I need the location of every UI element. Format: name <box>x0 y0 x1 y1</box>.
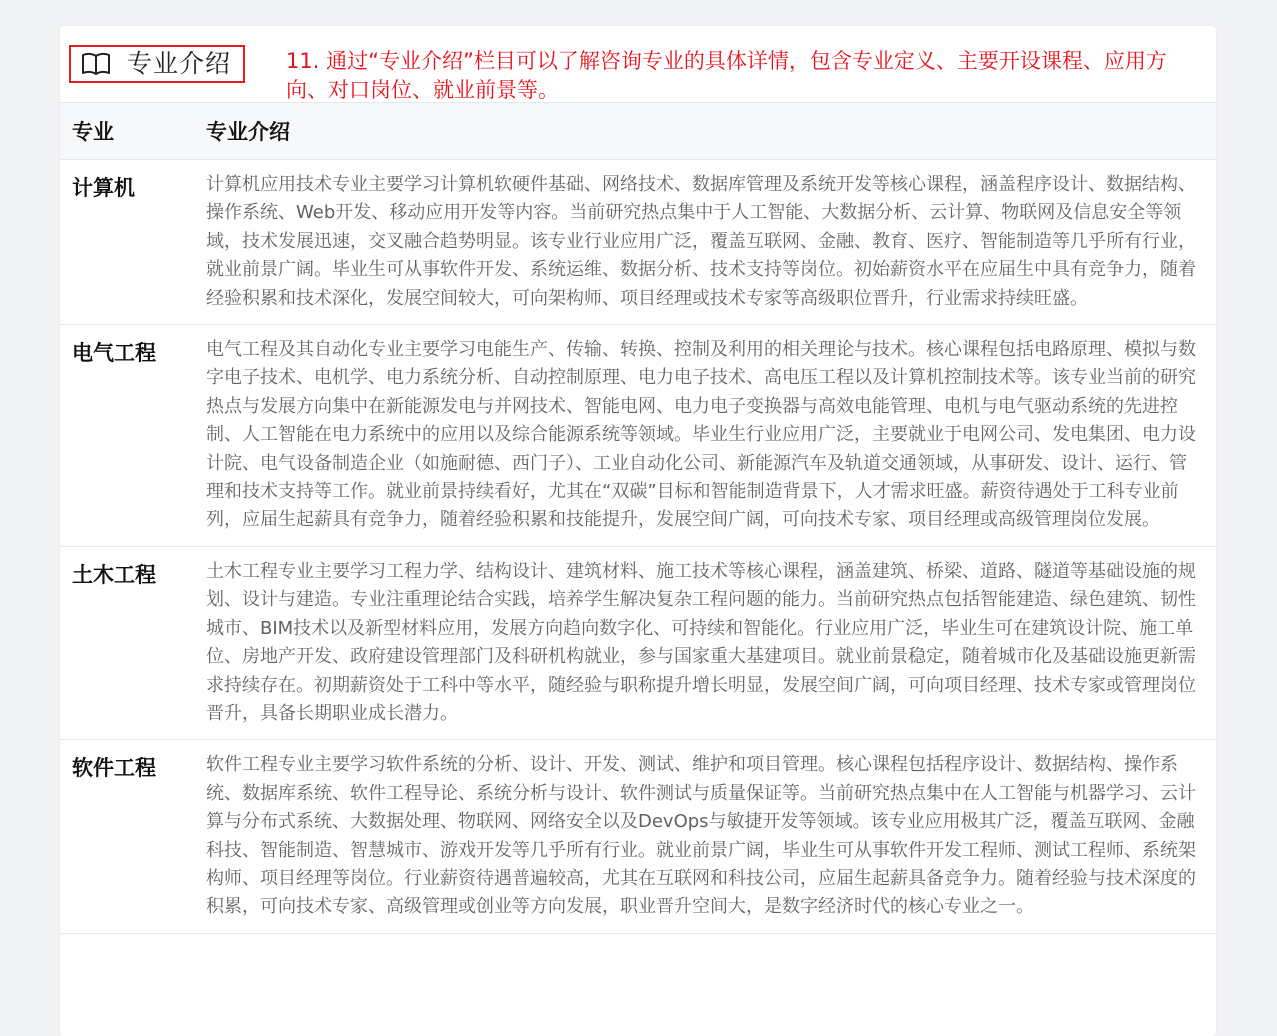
section-title: 专业介绍 <box>127 49 232 78</box>
tutorial-annotation: 11. 通过“专业介绍”栏目可以了解咨询专业的具体详情，包含专业定义、主要开设课程、应用方向、对口岗位、就业前景等。 <box>286 49 1167 102</box>
column-header-major: 专业 <box>60 103 194 160</box>
major-name: 计算机 <box>60 160 194 325</box>
major-intro-card <box>60 26 1216 1036</box>
table-row <box>60 740 1216 933</box>
major-description: 软件工程专业主要学习软件系统的分析、设计、开发、测试、维护和项目管理。核心课程包括程序设计、数据结构、操作系统、数据库系统、软件工程导论、系统分析与设计、软件测试与质量保证等。当前研究热点集中在人工智能与机器学习、云计算与分布式系统、大数据处理、物联网、网络安全以及DevOps与敏捷开发等领域。该专业应用极其广泛，覆盖互联网、金融科技、智能制造、智慧城市、游戏开发等几乎所有行业。就业前景广阔，毕业生可从事软件开发工程师、测试工程师、系统架构师、项目经理等岗位。行业薪资待遇普遍较高，尤其在互联网和科技公司，应届生起薪具备竞争力。随着经验与技术深度的积累，可向技术专家、高级管理或创业等方向发展，职业晋升空间大，是数字经济时代的核心专业之一。 <box>194 740 1216 933</box>
major-description: 计算机应用技术专业主要学习计算机软硬件基础、网络技术、数据库管理及系统开发等核心课程，涵盖程序设计、数据结构、操作系统、Web开发、移动应用开发等内容。当前研究热点集中于人工智能、大数据分析、云计算、物联网及信息安全等领域，技术发展迅速，交叉融合趋势明显。该专业行业应用广泛，覆盖互联网、金融、教育、医疗、智能制造等几乎所有行业，就业前景广阔。毕业生可从事软件开发、系统运维、数据分析、技术支持等岗位。初始薪资水平在应届生中具有竞争力，随着经验积累和技术深化，发展空间较大，可向架构师、项目经理或技术专家等高级职位晋升，行业需求持续旺盛。 <box>194 160 1216 325</box>
column-header-intro: 专业介绍 <box>194 103 1216 160</box>
major-description: 电气工程及其自动化专业主要学习电能生产、传输、转换、控制及利用的相关理论与技术。核心课程包括电路原理、模拟与数字电子技术、电机学、电力系统分析、自动控制原理、电力电子技术、高电压工程以及计算机控制技术等。该专业当前的研究热点与发展方向集中在新能源发电与并网技术、智能电网、电力电子变换器与高效电能管理、电机与电气驱动系统的先进控制、人工智能在电力系统中的应用以及综合能源系统等领域。毕业生行业应用广泛，主要就业于电网公司、发电集团、电力设计院、电气设备制造企业（如施耐德、西门子）、工业自动化公司、新能源汽车及轨道交通领域，从事研发、设计、运行、管理和技术支持等工作。就业前景持续看好，尤其在“双碳”目标和智能制造背景下，人才需求旺盛。薪资待遇处于工科专业前列，应届生起薪具有竞争力，随着经验积累和技能提升，发展空间广阔，可向技术专家、项目经理或高级管理岗位发展。 <box>194 325 1216 547</box>
major-table <box>60 102 1216 934</box>
card-header <box>60 26 1216 102</box>
book-open-icon <box>81 52 111 76</box>
table-header-row <box>60 103 1216 160</box>
section-title-highlight <box>69 45 245 83</box>
major-name: 软件工程 <box>60 740 194 933</box>
table-row <box>60 546 1216 739</box>
major-name: 电气工程 <box>60 325 194 547</box>
major-description: 土木工程专业主要学习工程力学、结构设计、建筑材料、施工技术等核心课程，涵盖建筑、桥梁、道路、隧道等基础设施的规划、设计与建造。专业注重理论结合实践，培养学生解决复杂工程问题的能力。当前研究热点包括智能建造、绿色建筑、韧性城市、BIM技术以及新型材料应用，发展方向趋向数字化、可持续和智能化。行业应用广泛，毕业生可在建筑设计院、施工单位、房地产开发、政府建设管理部门及科研机构就业，参与国家重大基建项目。就业前景稳定，随着城市化及基础设施更新需求持续存在。初期薪资处于工科中等水平，随经验与职称提升增长明显，发展空间广阔，可向项目经理、技术专家或管理岗位晋升，具备长期职业成长潜力。 <box>194 546 1216 739</box>
major-name: 土木工程 <box>60 546 194 739</box>
table-row <box>60 325 1216 547</box>
table-row <box>60 160 1216 325</box>
